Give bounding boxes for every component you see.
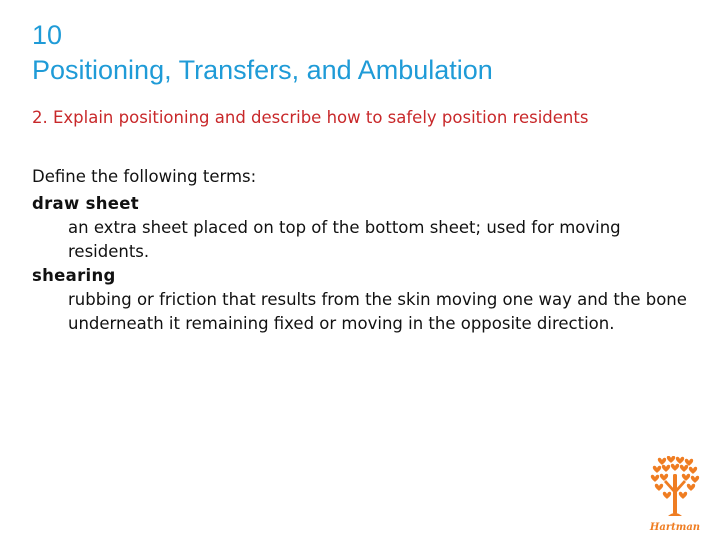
learning-objective: 2. Explain positioning and describe how to safely position residents — [32, 108, 589, 127]
chapter-number: 10 — [32, 20, 63, 50]
terms-intro: Define the following terms: — [32, 167, 257, 186]
term-draw-sheet: draw sheet — [32, 194, 139, 213]
definition-shearing: rubbing or friction that results from the skin moving one way and the bone underneath it remaining fixed or moving in the opposite direction. — [68, 290, 687, 333]
definition-draw-sheet: an extra sheet placed on top of the bottom sheet; used for moving residents. — [68, 218, 621, 261]
logo-text: Hartman — [649, 522, 701, 533]
hartman-logo — [640, 456, 710, 536]
slide-title — [32, 18, 493, 88]
heart-tree-icon — [640, 456, 710, 536]
chapter-title: Positioning, Transfers, and Ambulation — [32, 55, 493, 85]
term-shearing: shearing — [32, 266, 116, 285]
term-entry — [32, 192, 697, 264]
term-entry — [32, 264, 697, 336]
slide-body — [32, 165, 697, 336]
